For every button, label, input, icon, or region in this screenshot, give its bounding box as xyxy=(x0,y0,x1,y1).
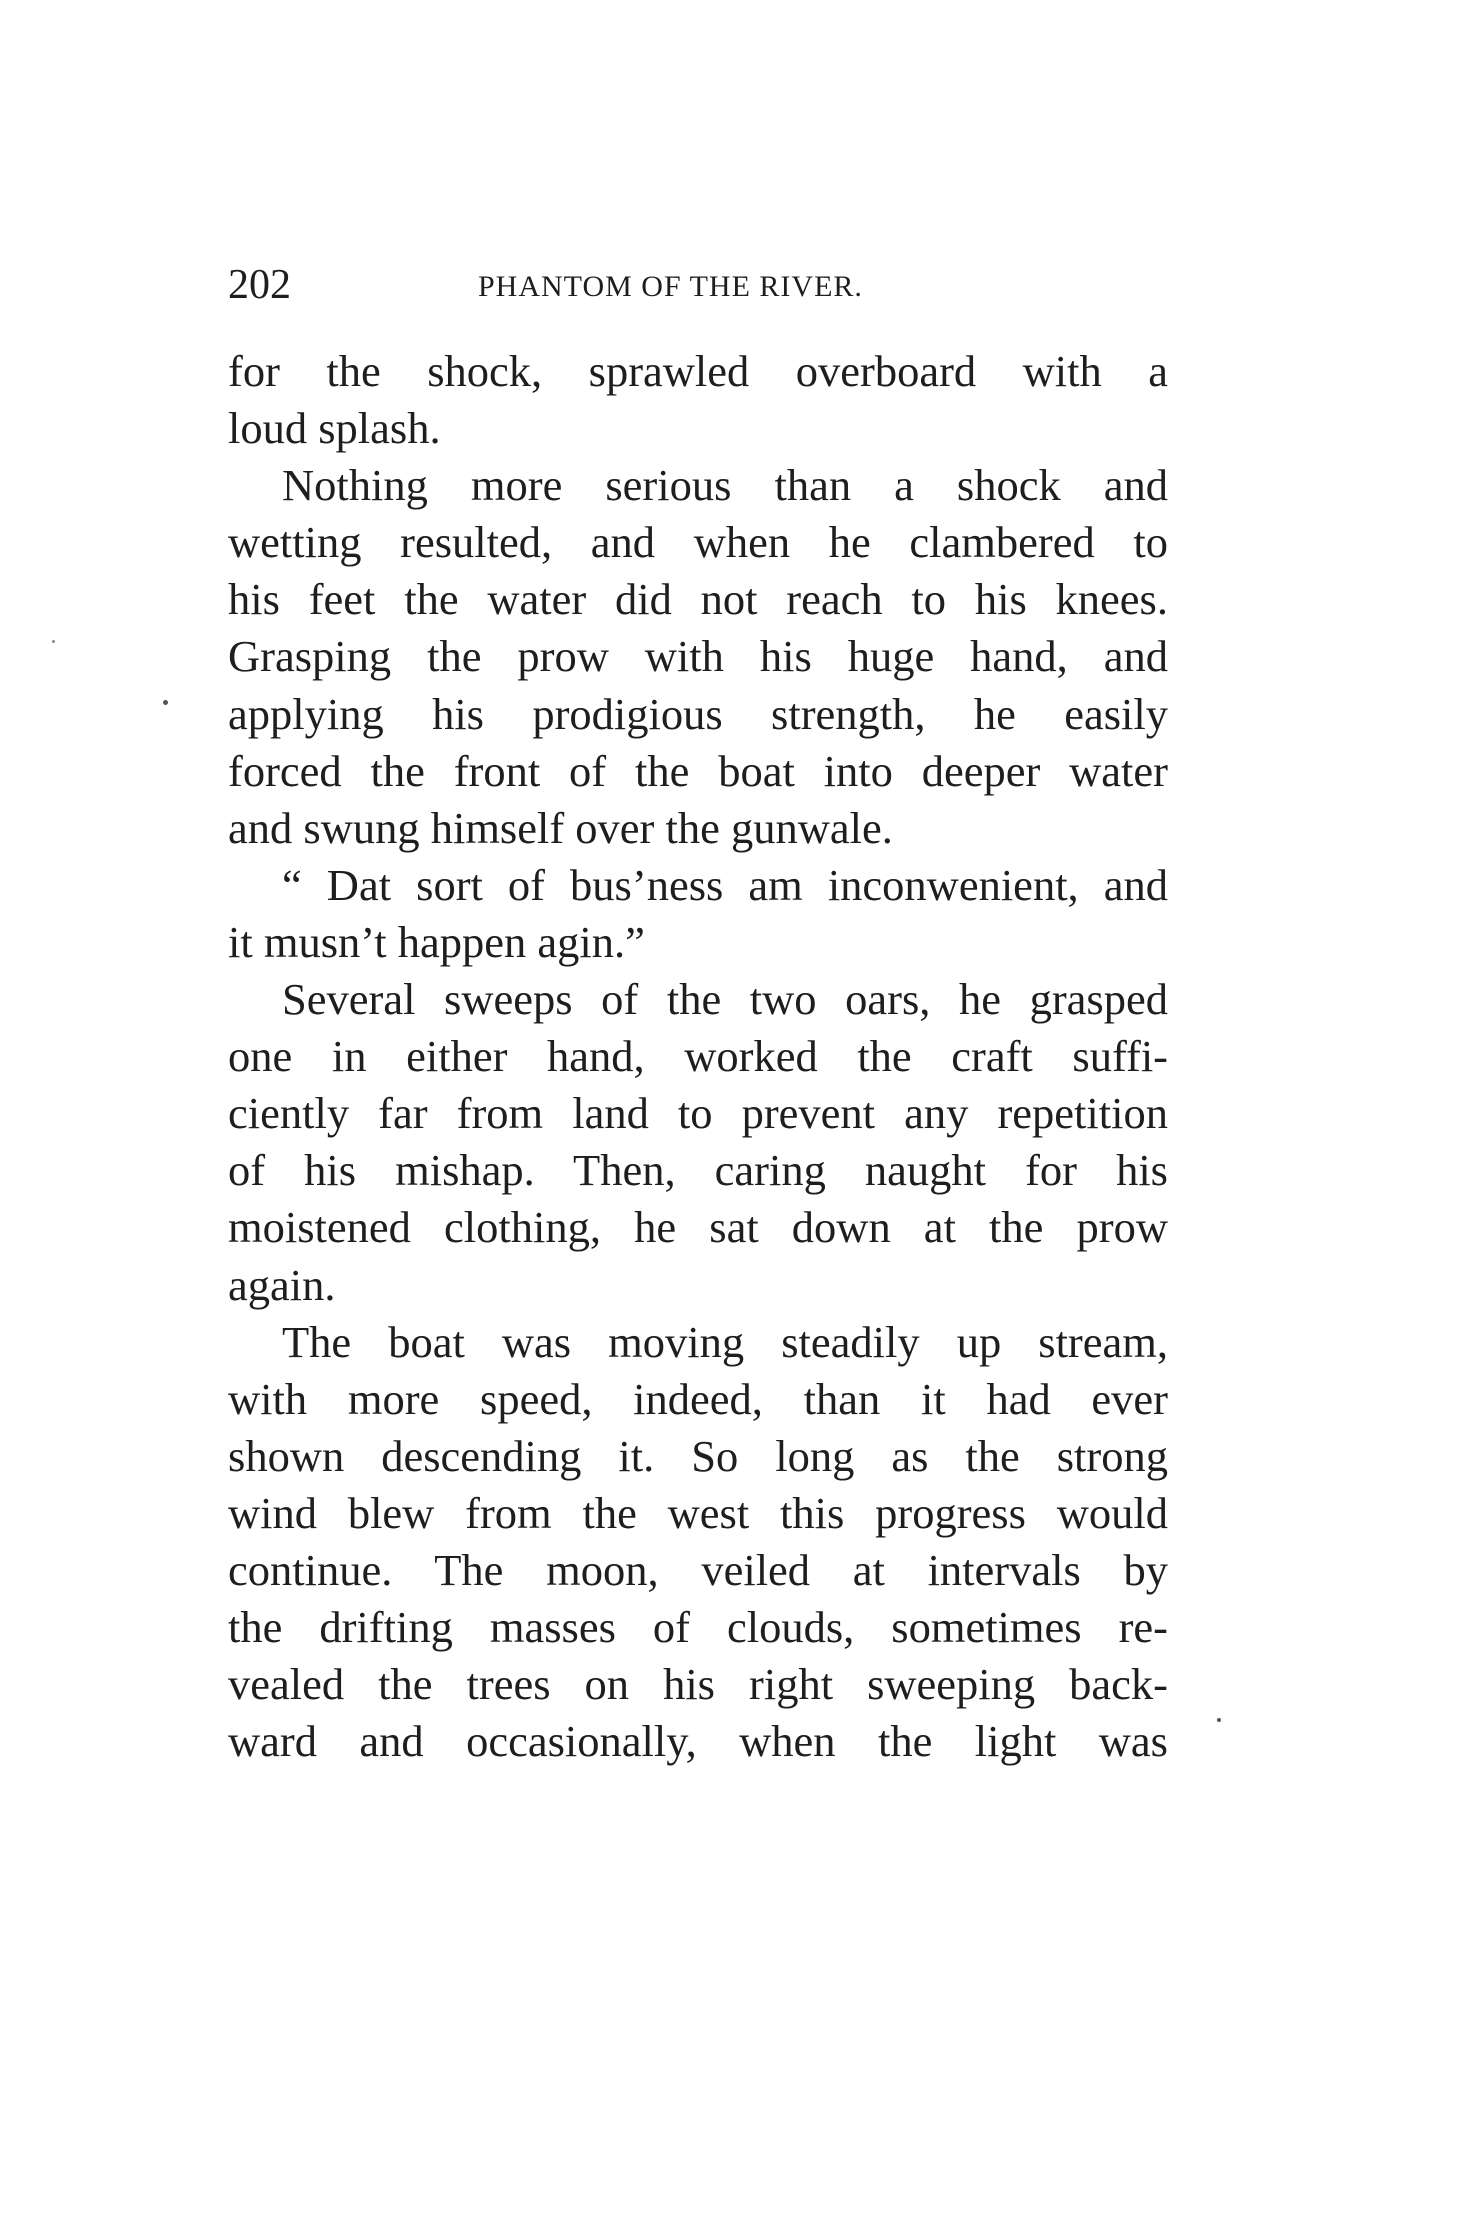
text-line: Several sweeps of the two oars, he grasped xyxy=(282,974,1168,1025)
text-line: the drifting masses of clouds, sometimes re- xyxy=(228,1602,1168,1653)
text-line: moistened clothing, he sat down at the prow xyxy=(228,1202,1168,1253)
text-line: wind blew from the west this progress would xyxy=(228,1487,1168,1538)
paragraph xyxy=(228,343,1168,457)
body-text xyxy=(228,343,1168,1770)
text-line: vealed the trees on his right sweeping back- xyxy=(228,1659,1168,1710)
text-line: continue. The moon, veiled at intervals by xyxy=(228,1544,1168,1595)
text-line: “ Dat sort of bus’ness am inconwenient, and xyxy=(282,859,1168,910)
text-line: Grasping the prow with his huge hand, and xyxy=(228,631,1168,682)
text-line: applying his prodigious strength, he easily xyxy=(228,688,1168,739)
paragraph xyxy=(228,1314,1168,1771)
text-line: ciently far from land to prevent any repetition xyxy=(228,1088,1168,1139)
text-line: for the shock, sprawled overboard with a xyxy=(228,346,1168,396)
text-line: of his mishap. Then, caring naught for his xyxy=(228,1145,1168,1196)
paper-speck xyxy=(52,640,55,643)
text-line: ward and occasionally, when the light was xyxy=(228,1716,1168,1767)
paragraph xyxy=(228,457,1168,857)
text-line: with more speed, indeed, than it had ever xyxy=(228,1373,1168,1424)
text-line: one in either hand, worked the craft suffi- xyxy=(228,1031,1168,1082)
text-line: it musn’t happen agin.” xyxy=(228,916,645,967)
text-line: wetting resulted, and when he clambered to xyxy=(228,517,1168,568)
text-line: his feet the water did not reach to his knees. xyxy=(228,574,1168,625)
text-line: loud splash. xyxy=(228,403,441,454)
text-line: The boat was moving steadily up stream, xyxy=(282,1316,1168,1367)
running-title: PHANTOM OF THE RIVER. xyxy=(478,270,863,303)
text-line: again. xyxy=(228,1259,336,1310)
running-head xyxy=(228,260,1168,310)
text-line: Nothing more serious than a shock and xyxy=(282,460,1168,511)
page-number: 202 xyxy=(228,262,291,308)
text-line: forced the front of the boat into deeper water xyxy=(228,745,1168,796)
paper-speck xyxy=(163,700,168,705)
paragraph xyxy=(228,971,1168,1314)
text-line: shown descending it. So long as the strong xyxy=(228,1430,1168,1481)
paper-speck xyxy=(1217,1718,1221,1722)
text-line: and swung himself over the gunwale. xyxy=(228,802,893,853)
paragraph xyxy=(228,857,1168,971)
